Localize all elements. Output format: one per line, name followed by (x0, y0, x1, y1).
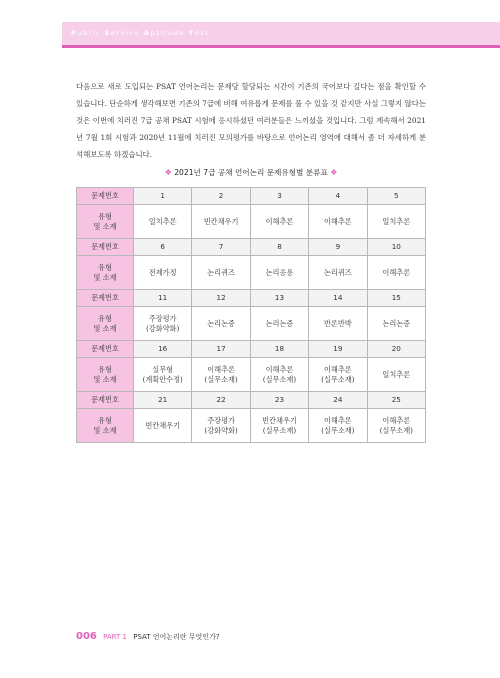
question-type-line: 논리논증 (382, 318, 411, 328)
question-type-line: 이해추론 (323, 364, 352, 374)
question-type-line: 이해추론 (382, 267, 411, 277)
type-row (77, 358, 426, 392)
question-type-cell (134, 307, 192, 341)
question-type-line: 이해추론 (265, 364, 294, 374)
number-header-cell: 문제번호 (77, 239, 134, 256)
type-row (77, 409, 426, 443)
question-type-line: 논리논증 (207, 318, 235, 328)
question-number-cell: 21 (134, 392, 192, 409)
question-number-cell: 11 (134, 290, 192, 307)
question-number-cell: 6 (134, 239, 192, 256)
header-title-rest: ptitude (150, 29, 189, 37)
type-row (77, 256, 426, 290)
question-type-line: (강화약화) (146, 323, 180, 333)
number-row (77, 392, 426, 409)
question-type-cell (250, 358, 308, 392)
number-header-cell: 문제번호 (77, 188, 134, 205)
part-label: PART 1 (103, 633, 127, 641)
question-type-line: (실무소재) (321, 425, 355, 435)
type-header-line: 유형 (98, 262, 112, 272)
number-row (77, 188, 426, 205)
question-number-cell: 15 (367, 290, 425, 307)
running-header-title (71, 29, 210, 37)
type-header-line: 및 소재 (93, 323, 117, 333)
question-type-line: 이해추론 (323, 216, 352, 226)
type-header-line: 유형 (98, 211, 112, 221)
number-header-cell: 문제번호 (77, 341, 134, 358)
type-header-line: 및 소재 (93, 374, 117, 384)
question-type-cell (367, 256, 425, 290)
question-type-cell (134, 409, 192, 443)
question-type-cell (250, 409, 308, 443)
header-title-initial: S (104, 29, 111, 37)
question-type-line: 주장평가 (207, 415, 235, 425)
question-number-cell: 24 (309, 392, 367, 409)
question-type-cell (309, 307, 367, 341)
question-type-line: 논리퀴즈 (323, 267, 352, 277)
question-type-cell (250, 307, 308, 341)
question-type-line: 논리응용 (265, 267, 294, 277)
question-type-cell (309, 256, 367, 290)
header-title-initial: P (71, 29, 78, 37)
question-type-cell (192, 205, 250, 239)
type-header-line: 유형 (98, 415, 112, 425)
question-type-cell (134, 358, 192, 392)
question-number-cell: 3 (250, 188, 308, 205)
question-type-cell (367, 307, 425, 341)
question-type-cell (192, 256, 250, 290)
type-row (77, 307, 426, 341)
question-type-cell (192, 307, 250, 341)
type-header-line: 및 소재 (93, 221, 117, 231)
intro-paragraph: 다음으로 새로 도입되는 PSAT 언어논리는 문제당 할당되는 시간이 기존의 국어보다 길다는 점을 확인할 수 있습니다. 단순하게 생각해보면 기존의 7급에 비해 여유롭게 문제를 풀 수 있을 것 같지만 사실 그렇지 않다는 것은 이번에 치러진 7급 공채 PSAT 시험에 응시하셨던 여러분들은 느끼셨을 것입니다. 그럼 계속해서 2021년 7월 1회 시험과 2020년 11월에 치러진 모의평가를 바탕으로 언어논리 영역에 대해서 좀 더 자세하게 분석해보도록 하겠습니다. (76, 82, 426, 159)
question-number-cell: 18 (250, 341, 308, 358)
question-type-line: 일치추론 (148, 216, 177, 226)
question-type-line: 반론반박 (323, 318, 352, 328)
question-type-cell (192, 409, 250, 443)
question-type-cell (367, 205, 425, 239)
type-header-line: 및 소재 (93, 425, 117, 435)
type-header-cell (77, 358, 134, 392)
table-title (76, 167, 426, 178)
question-number-cell: 12 (192, 290, 250, 307)
question-type-cell (309, 409, 367, 443)
question-number-cell: 4 (309, 188, 367, 205)
question-type-line: 논리논증 (265, 318, 294, 328)
question-type-line: (계획안수정) (142, 374, 183, 384)
type-header-cell (77, 307, 134, 341)
number-row (77, 239, 426, 256)
number-header-cell: 문제번호 (77, 392, 134, 409)
question-type-cell (134, 256, 192, 290)
question-number-cell: 25 (367, 392, 425, 409)
question-type-line: 이해추론 (382, 415, 411, 425)
page-number: 006 (76, 631, 97, 642)
type-header-line: 및 소재 (93, 272, 117, 282)
question-type-line: 논리퀴즈 (207, 267, 235, 277)
number-row (77, 341, 426, 358)
type-row (77, 205, 426, 239)
question-number-cell: 9 (309, 239, 367, 256)
type-header-line: 유형 (98, 364, 112, 374)
question-type-cell (367, 409, 425, 443)
page-footer (76, 631, 220, 642)
question-type-line: (실무소재) (321, 374, 355, 384)
question-type-line: (강화약화) (204, 425, 238, 435)
question-type-cell (309, 205, 367, 239)
question-type-line: 빈칸채우기 (145, 420, 181, 430)
chapter-title: PSAT 언어논리란 무엇인가? (133, 633, 220, 641)
question-type-cell (134, 205, 192, 239)
question-number-cell: 8 (250, 239, 308, 256)
question-number-cell: 13 (250, 290, 308, 307)
question-type-cell (192, 358, 250, 392)
type-header-line: 유형 (98, 313, 112, 323)
question-type-cell (250, 256, 308, 290)
header-title-initial: A (143, 29, 151, 37)
question-number-cell: 2 (192, 188, 250, 205)
question-number-cell: 22 (192, 392, 250, 409)
type-header-cell (77, 205, 134, 239)
question-number-cell: 5 (367, 188, 425, 205)
question-type-cell (250, 205, 308, 239)
question-number-cell: 7 (192, 239, 250, 256)
type-header-cell (77, 256, 134, 290)
number-header-cell: 문제번호 (77, 290, 134, 307)
type-header-cell (77, 409, 134, 443)
question-type-line: 이해추론 (207, 364, 235, 374)
header-title-rest: ublic (77, 29, 105, 37)
intro-text (76, 78, 426, 163)
question-number-cell: 14 (309, 290, 367, 307)
question-type-line: 이해추론 (265, 216, 294, 226)
question-type-line: 주장평가 (148, 313, 177, 323)
question-number-cell: 19 (309, 341, 367, 358)
header-title-rest: est (194, 29, 210, 37)
question-number-cell: 17 (192, 341, 250, 358)
table-title-text: 2021년 7급 공채 언어논리 문제유형별 분류표 (174, 168, 328, 177)
header-title-rest: ervice (110, 29, 144, 37)
question-type-line: 전제가정 (148, 267, 177, 277)
question-type-line: 빈칸채우기 (203, 216, 239, 226)
diamond-star-icon: ❖ (330, 168, 338, 177)
question-type-line: (실무소재) (262, 425, 297, 435)
question-type-line: 빈칸채우기 (262, 415, 297, 425)
header-title-initial: T (188, 29, 195, 37)
question-type-line: 이해추론 (323, 415, 352, 425)
question-type-line: 실무형 (152, 364, 174, 374)
question-type-cell (309, 358, 367, 392)
number-row (77, 290, 426, 307)
question-type-line: (실무소재) (262, 374, 297, 384)
question-number-cell: 16 (134, 341, 192, 358)
question-number-cell: 23 (250, 392, 308, 409)
question-type-cell (367, 358, 425, 392)
question-number-cell: 1 (134, 188, 192, 205)
diamond-star-icon: ❖ (164, 168, 172, 177)
question-type-line: 일치추론 (382, 369, 411, 379)
question-type-line: (실무소재) (204, 374, 238, 384)
question-type-line: (실무소재) (379, 425, 413, 435)
question-number-cell: 10 (367, 239, 425, 256)
question-type-line: 일치추론 (382, 216, 411, 226)
classification-table (76, 187, 426, 443)
question-number-cell: 20 (367, 341, 425, 358)
